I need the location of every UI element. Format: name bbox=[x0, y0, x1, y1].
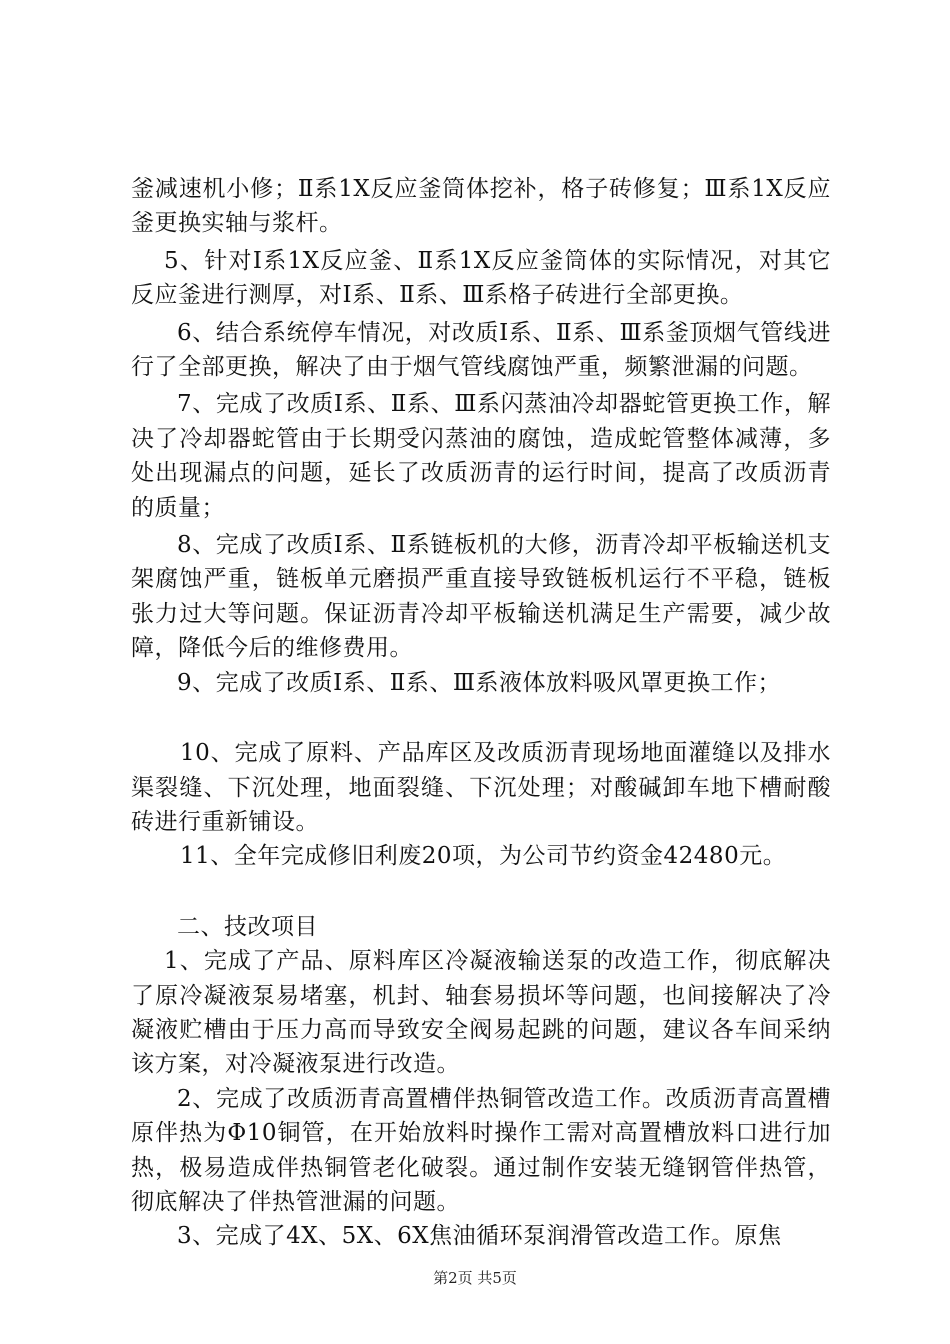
paragraph-item-9: 9、完成了改质Ⅰ系、Ⅱ系、Ⅲ系液体放料吸风罩更换工作； bbox=[177, 669, 782, 696]
paragraph-item-7: 7、完成了改质Ⅰ系、Ⅱ系、Ⅲ系闪蒸油冷却器蛇管更换工作，解决了冷却器蛇管由于长期受闪蒸油的腐蚀，造成蛇管整体减薄，多处出现漏点的问题，延长了改质沥青的运行时间，提高了改质沥青的质量； bbox=[131, 391, 831, 521]
paragraph-tech-item-2: 2、完成了改质沥青高置槽伴热铜管改造工作。改质沥青高置槽原伴热为Φ10铜管，在开始放料时操作工需对高置槽放料口进行加热，极易造成伴热铜管老化破裂。通过制作安装无缝钢管伴热管，彻底解决了伴热管泄漏的问题。 bbox=[131, 1085, 831, 1215]
paragraph-item-5: 5、针对Ⅰ系1X反应釜、Ⅱ系1X反应釜筒体的实际情况，对其它反应釜进行测厚，对Ⅰ系、Ⅱ系、Ⅲ系格子砖进行全部更换。 bbox=[131, 247, 831, 309]
section-heading-tech-projects: 二、技改项目 bbox=[177, 913, 318, 940]
paragraph-continuation: 釜减速机小修；Ⅱ系1X反应釜筒体挖补，格子砖修复；Ⅲ系1X反应釜更换实轴与浆杆。 bbox=[131, 176, 831, 237]
paragraph-item-10: 10、完成了原料、产品库区及改质沥青现场地面灌缝以及排水渠裂缝、下沉处理，地面裂缝、下沉处理；对酸碱卸车地下槽耐酸砖进行重新铺设。 bbox=[131, 740, 831, 835]
paragraph-item-11: 11、全年完成修旧利废20项，为公司节约资金42480元。 bbox=[180, 843, 787, 870]
paragraph-tech-item-3: 3、完成了4X、5X、6X焦油循环泵润滑管改造工作。原焦 bbox=[177, 1223, 782, 1250]
paragraph-item-6: 6、结合系统停车情况，对改质Ⅰ系、Ⅱ系、Ⅲ系釜顶烟气管线进行了全部更换，解决了由于烟气管线腐蚀严重，频繁泄漏的问题。 bbox=[131, 319, 831, 381]
paragraph-item-8: 8、完成了改质Ⅰ系、Ⅱ系链板机的大修，沥青冷却平板输送机支架腐蚀严重，链板单元磨损严重直接导致链板机运行不平稳，链板张力过大等问题。保证沥青冷却平板输送机满足生产需要，减少故障，降低今后的维修费用。 bbox=[131, 532, 831, 662]
page-number-footer: 第2页 共5页 bbox=[433, 1269, 517, 1287]
document-body bbox=[131, 172, 831, 1254]
paragraph-tech-item-1: 1、完成了产品、原料库区冷凝液输送泵的改造工作，彻底解决了原冷凝液泵易堵塞，机封、轴套易损坏等问题，也间接解决了冷凝液贮槽由于压力高而导致安全阀易起跳的问题，建议各车间采纳该方案，对冷凝液泵进行改造。 bbox=[131, 948, 831, 1078]
